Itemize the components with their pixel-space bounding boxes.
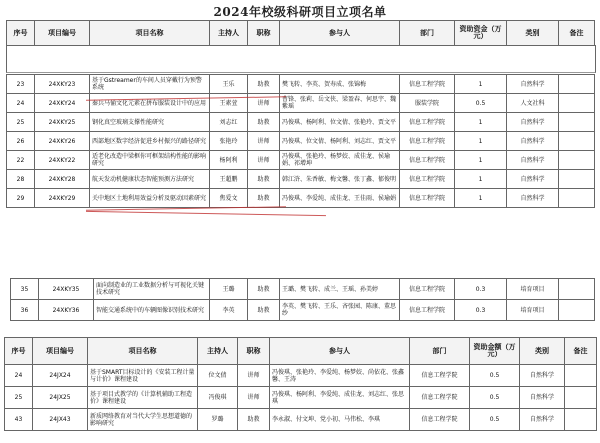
cell-members: 冯俊琪、杨阿利、位文倩、张艳玲、贾文平: [280, 113, 400, 132]
cell-no: 23: [7, 75, 35, 94]
header-cell: 备注: [565, 338, 597, 365]
red-underline-mark: [86, 211, 326, 216]
cell-host: 王素萱: [210, 94, 248, 113]
cell-name: 基于项目式教学的《计算机辅助工程造价》课程建设: [88, 387, 198, 409]
cell-fund: 1: [455, 151, 507, 170]
table-row: [7, 132, 595, 151]
table-row: [7, 94, 595, 113]
table-header-1: [6, 20, 595, 46]
cell-type: 自然科学: [507, 151, 559, 170]
cell-host: 王乐: [210, 75, 248, 94]
table-block-3: [4, 337, 597, 431]
cell-rank: 讲师: [248, 94, 280, 113]
cell-host: 位文倩: [198, 365, 238, 387]
cell-dept: 信息工程学院: [400, 189, 455, 208]
table-row: [11, 279, 595, 300]
cell-dept: 信息工程学院: [410, 409, 470, 431]
cell-members: 樊飞转、李英、贺寿成、张锦梅: [280, 75, 400, 94]
cell-name: 秦兵马俑文化元素在拼布服装设计中的应用: [90, 94, 210, 113]
cell-rank: 讲师: [238, 387, 270, 409]
table-row: [5, 409, 597, 431]
cell-host: 冯俊琪: [198, 387, 238, 409]
cell-fund: 0.5: [470, 387, 520, 409]
cell-dept: 信息工程学院: [400, 75, 455, 94]
cell-note: [565, 409, 597, 431]
cell-name: 智能交通系统中的车辆图像识别技术研究: [94, 300, 210, 321]
header-row: [7, 21, 595, 46]
cell-type: 人文社科: [507, 94, 559, 113]
cell-code: 24XKY26: [35, 132, 90, 151]
cell-fund: 0.5: [470, 365, 520, 387]
cell-rank: 助教: [248, 279, 280, 300]
cell-type: 自然科学: [507, 170, 559, 189]
cell-host: 王超鹏: [210, 170, 248, 189]
cell-type: 自然科学: [520, 365, 565, 387]
cell-code: 24JX43: [33, 409, 88, 431]
cell-note: [559, 113, 595, 132]
cell-fund: 1: [455, 170, 507, 189]
cell-dept: 信息工程学院: [400, 132, 455, 151]
cell-code: 24XKY24: [35, 94, 90, 113]
cell-name: 基于Gstreamer的车间人员穿戴行为预警系统: [90, 75, 210, 94]
table-block-1: [6, 74, 595, 208]
cell-code: 24XKY29: [35, 189, 90, 208]
header-cell: 类别: [507, 21, 559, 46]
cell-host: 张艳玲: [210, 132, 248, 151]
header-cell: 项目编号: [35, 21, 90, 46]
cell-rank: 讲师: [238, 365, 270, 387]
cell-dept: 服装学院: [400, 94, 455, 113]
cell-note: [559, 151, 595, 170]
table-row: [7, 189, 595, 208]
cell-members: 李英、樊飞转、王乐、吝张园、陈康、董思纱: [280, 300, 400, 321]
cell-no: 26: [7, 132, 35, 151]
page-title: 2024年校级科研项目立项名单: [213, 5, 387, 19]
table-row: [5, 365, 597, 387]
cell-code: 24XKY25: [35, 113, 90, 132]
cell-fund: 1: [455, 113, 507, 132]
cell-dept: 信息工程学院: [400, 279, 455, 300]
header-cell: 主持人: [210, 21, 248, 46]
cell-dept: 信息工程学院: [400, 300, 455, 321]
cell-rank: 讲师: [248, 151, 280, 170]
cell-host: 李英: [210, 300, 248, 321]
cell-code: 24JX24: [33, 365, 88, 387]
table-block-2: [10, 278, 595, 321]
cell-members: 冯俊琪、李爱纯、成佳龙、王佳雨、侯瑜娟: [280, 189, 400, 208]
header-cell: 参与人: [280, 21, 400, 46]
cell-rank: 助教: [248, 113, 280, 132]
cell-note: [565, 365, 597, 387]
cell-note: [565, 387, 597, 409]
header-cell: 项目名称: [88, 338, 198, 365]
cell-name: 新质网络教育对当代大学生思想道德的影响研究: [88, 409, 198, 431]
cell-members: 李永淑、付文坤、党小初、马伟松、李琪: [270, 409, 410, 431]
header-cell: 部门: [400, 21, 455, 46]
cell-type: 自然科学: [507, 113, 559, 132]
cell-name: 面向制造业的工业数据分析与可视化关键技术研究: [94, 279, 210, 300]
cell-no: 36: [11, 300, 39, 321]
cell-host: 刘志红: [210, 113, 248, 132]
cell-fund: 0.3: [455, 300, 507, 321]
cell-members: 冯俊琪、张艳玲、杨梦姣、成佳龙、侯瑜娟、祁增坤: [280, 151, 400, 170]
cell-members: 冯俊琪、杨阿利、李爱纯、成佳龙、刘志红、张思琪: [270, 387, 410, 409]
cell-code: 24XKY22: [35, 151, 90, 170]
header-cell: 主持人: [198, 338, 238, 365]
cell-rank: 助教: [248, 75, 280, 94]
cell-code: 24XKY23: [35, 75, 90, 94]
cell-dept: 信息工程学院: [400, 113, 455, 132]
header-row: [5, 338, 597, 365]
cell-rank: 讲师: [248, 132, 280, 151]
cell-code: 24XKY35: [39, 279, 94, 300]
cell-no: 24: [7, 94, 35, 113]
header-cell: 职称: [238, 338, 270, 365]
cell-rank: 助教: [238, 409, 270, 431]
cell-no: 28: [7, 170, 35, 189]
cell-code: 24JX25: [33, 387, 88, 409]
cell-type: 自然科学: [507, 189, 559, 208]
cell-rank: 助教: [248, 170, 280, 189]
cell-name: 基于SMART目标设计的《安装工程计量与计价》课程建设: [88, 365, 198, 387]
cell-no: 25: [5, 387, 33, 409]
cell-no: 43: [5, 409, 33, 431]
cell-type: 自然科学: [520, 387, 565, 409]
header-cell: 职称: [248, 21, 280, 46]
cell-type: 自然科学: [507, 75, 559, 94]
cell-no: 25: [7, 113, 35, 132]
header-cell: 序号: [7, 21, 35, 46]
cell-members: 曹锋、张莉、岳文侠、梁盈春、何思宇、魏紫瑶: [280, 94, 400, 113]
cell-host: 杨阿利: [210, 151, 248, 170]
cell-no: 35: [11, 279, 39, 300]
header-cell: 参与人: [270, 338, 410, 365]
cell-members: 王璐、樊飞转、成兰、王瑶、孙美婷: [280, 279, 400, 300]
header-cell: 资助金额（万元）: [470, 338, 520, 365]
table-row: [7, 170, 595, 189]
table-row: [5, 387, 597, 409]
cell-note: [559, 170, 595, 189]
cell-host: 王璐: [210, 279, 248, 300]
table-row: [7, 113, 595, 132]
header-cell: 序号: [5, 338, 33, 365]
cell-name: 西部地区数字经济促进乡村振兴的路径研究: [90, 132, 210, 151]
cell-fund: 1: [455, 189, 507, 208]
cell-fund: 1: [455, 75, 507, 94]
cell-type: 培育项目: [507, 300, 559, 321]
cell-name: 关中地区土地利用效益分析及驱动因素研究: [90, 189, 210, 208]
cell-name: 钢化真空玻璃支撑性能研究: [90, 113, 210, 132]
header-cell: 项目名称: [90, 21, 210, 46]
cell-no: 22: [7, 151, 35, 170]
cell-fund: 0.3: [455, 279, 507, 300]
cell-dept: 信息工程学院: [410, 365, 470, 387]
cell-dept: 信息工程学院: [400, 151, 455, 170]
cell-note: [559, 279, 595, 300]
cell-members: 韩江浒、朱香敏、梅文馨、张丁鑫、郁俊明: [280, 170, 400, 189]
cell-no: 29: [7, 189, 35, 208]
cell-note: [559, 132, 595, 151]
cell-fund: 0.5: [455, 94, 507, 113]
cell-type: 培育项目: [507, 279, 559, 300]
blank-row: [6, 45, 596, 73]
cell-dept: 信息工程学院: [410, 387, 470, 409]
cell-name: 适老化改造中梁框你可框架结构性能的影响研究: [90, 151, 210, 170]
header-cell: 部门: [410, 338, 470, 365]
cell-note: [559, 94, 595, 113]
table-row: [7, 151, 595, 170]
cell-host: 罗璐: [198, 409, 238, 431]
cell-note: [559, 300, 595, 321]
cell-rank: 助教: [248, 300, 280, 321]
table-row: [7, 75, 595, 94]
cell-no: 24: [5, 365, 33, 387]
cell-host: 焦爱文: [210, 189, 248, 208]
cell-fund: 1: [455, 132, 507, 151]
cell-code: 24XKY36: [39, 300, 94, 321]
cell-members: 冯俊琪、张艳玲、李爱纯、杨梦姣、尚依花、张鑫馨、王涛: [270, 365, 410, 387]
cell-type: 自然科学: [507, 132, 559, 151]
table-row: [11, 300, 595, 321]
header-cell: 资助资金（万元）: [455, 21, 507, 46]
cell-members: 冯俊琪、位文倩、杨阿利、刘志红、贾文平: [280, 132, 400, 151]
cell-dept: 信息工程学院: [400, 170, 455, 189]
header-cell: 类别: [520, 338, 565, 365]
header-cell: 备注: [559, 21, 595, 46]
cell-name: 航天发动机健康状态智能预测方法研究: [90, 170, 210, 189]
cell-rank: 助教: [248, 189, 280, 208]
cell-fund: 0.5: [470, 409, 520, 431]
header-cell: 项目编号: [33, 338, 88, 365]
cell-note: [559, 189, 595, 208]
cell-note: [559, 75, 595, 94]
cell-type: 自然科学: [520, 409, 565, 431]
cell-code: 24XKY28: [35, 170, 90, 189]
